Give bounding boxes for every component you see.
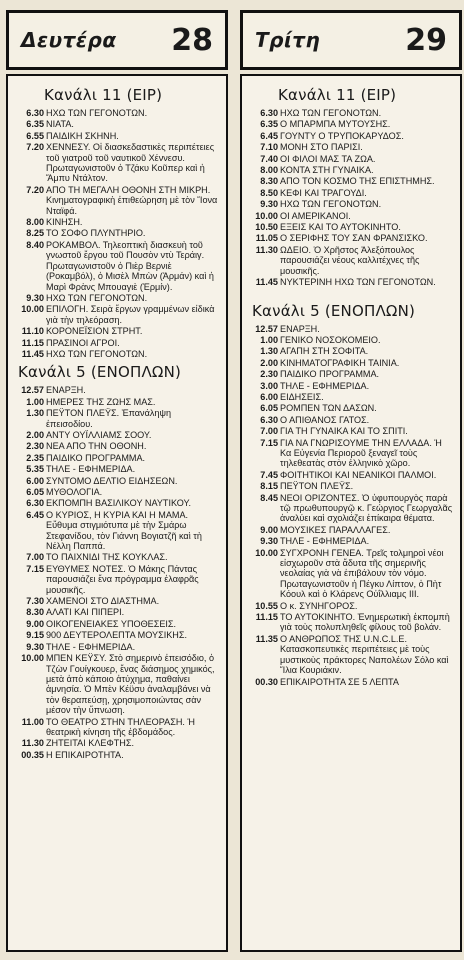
program-entry — [14, 510, 220, 552]
program-entry — [248, 154, 454, 164]
program-time: 7.20 — [26, 184, 44, 195]
program-entry — [248, 381, 454, 391]
program-title: Ο ΜΠΑΡΜΠΑ ΜΥΤΟΥΣΗΣ. — [280, 119, 391, 130]
program-time: 11.15 — [255, 612, 278, 623]
program-entry — [248, 346, 454, 356]
program-title: ΤΟ ΠΑΙΧΝΙΔΙ ΤΗΣ ΚΟΥΚΛΑΣ. — [46, 552, 168, 563]
program-time: 5.35 — [26, 464, 44, 475]
program-title: ΚΙΝΗΜΑΤΟΓΡΑΦΙΚΗ ΤΑΙΝΙΑ. — [280, 357, 400, 368]
program-title: Ο ΣΕΡΙΦΗΣ ΤΟΥ ΣΑΝ ΦΡΑΝΣΙΣΚΟ. — [280, 233, 428, 244]
program-title: ΓΙΑ ΝΑ ΓΝΩΡΙΣΟΥΜΕ ΤΗΝ ΕΛΛΑΔΑ. Ἡ Κα Εὐγενία Περιοροῦ ξεναγεῖ τοὺς τηλεθεατὰς στὸν ἑλληνικὸ χῶρο. — [280, 437, 442, 469]
program-title: ΓΟΥΝΤΥ Ο ΤΡΥΠΟΚΑΡΥΔΟΣ. — [280, 130, 404, 141]
program-entry — [248, 493, 454, 524]
program-time: 7.20 — [26, 142, 44, 153]
program-title: ΝΥΚΤΕΡΙΝΗ ΗΧΩ ΤΩΝ ΓΕΓΟΝΟΤΩΝ. — [280, 277, 436, 288]
monday-schedule — [6, 74, 228, 952]
program-entry — [248, 548, 454, 600]
day-number: 29 — [405, 22, 447, 58]
program-entry — [14, 142, 220, 184]
program-entry — [248, 277, 454, 287]
program-time: 11.00 — [21, 716, 44, 727]
program-title: ΠΑΙΔΙΚΟ ΠΡΟΓΡΑΜΜΑ. — [46, 452, 146, 463]
program-title: Ο κ. ΣΥΝΗΓΟΡΟΣ. — [280, 600, 358, 611]
program-title: ΕΚΠΟΜΠΗ ΒΑΣΙΛΙΚΟΥ ΝΑΥΤΙΚΟΥ. — [46, 498, 191, 509]
program-entry — [248, 426, 454, 436]
channel-heading: Κανάλι 5 (ΕΝΟΠΛΩΝ) — [18, 363, 182, 382]
program-time: 6.05 — [26, 487, 44, 497]
program-time: 2.00 — [260, 357, 278, 368]
program-entry — [14, 228, 220, 238]
program-title: ΩΔΕΙΟ. Ὁ Χρῆστος Ἀλεξόπουλος παρουσιάζει νέους καλλιτέχνες τῆς μουσικῆς. — [280, 244, 420, 276]
program-time: 6.05 — [260, 403, 278, 414]
program-time: 2.30 — [260, 369, 278, 380]
program-entry — [248, 199, 454, 209]
program-time: 9.00 — [26, 618, 44, 629]
program-time: 6.30 — [26, 108, 44, 118]
program-time: 11.45 — [21, 348, 44, 359]
program-entry — [248, 211, 454, 221]
program-entry — [14, 304, 220, 325]
program-time: 1.00 — [26, 396, 44, 407]
program-entry — [14, 293, 220, 303]
program-entry — [248, 245, 454, 276]
program-time: 2.30 — [26, 441, 44, 452]
program-entry — [248, 525, 454, 535]
program-title: ΤΟ ΣΟΦΟ ΠΛΥΝΤΗΡΙΟ. — [46, 228, 146, 239]
program-time: 00.35 — [21, 749, 44, 760]
program-entry — [248, 108, 454, 118]
program-title: ΠΑΙΔΙΚΗ ΣΚΗΝΗ. — [46, 130, 119, 141]
program-entry — [14, 385, 220, 395]
program-title: ΕΝΑΡΞΗ. — [280, 323, 320, 334]
program-entry — [248, 438, 454, 469]
program-list — [248, 324, 454, 687]
program-time: 8.00 — [260, 165, 278, 176]
program-title: ΗΧΩ ΤΩΝ ΓΕΓΟΝΟΤΩΝ. — [280, 108, 382, 118]
day-number: 28 — [171, 22, 213, 58]
tuesday-column — [240, 0, 462, 960]
program-title: Ο ΑΠΙΘΑΝΟΣ ΓΑΤΟΣ. — [280, 414, 370, 425]
program-time: 2.35 — [26, 452, 44, 463]
program-time: 6.35 — [26, 119, 44, 130]
channel-heading: Κανάλι 5 (ΕΝΟΠΛΩΝ) — [252, 301, 416, 320]
tuesday-header — [240, 10, 462, 70]
program-title: ΚΙΝΗΣΗ. — [46, 217, 83, 228]
program-time: 6.30 — [260, 108, 278, 118]
program-time: 8.30 — [260, 176, 278, 187]
program-time: 10.55 — [255, 600, 278, 611]
program-title: ΑΠΟ ΤΗ ΜΕΓΑΛΗ ΟΘΟΝΗ ΣΤΗ ΜΙΚΡΗ. Κινηματογραφικὴ ἐπιθεώρηση μὲ τὸν Ἴονα Νταϊφά. — [46, 184, 218, 216]
program-title: ΚΟΡΟΝΕΪΣΙΟΝ ΣΤΡΗΤ. — [46, 326, 143, 337]
program-entry — [14, 408, 220, 429]
program-entry — [248, 188, 454, 198]
program-title: ΟΙΚΟΓΕΝΕΙΑΚΕΣ ΥΠΟΘΕΣΕΙΣ. — [46, 618, 177, 629]
program-list — [14, 385, 220, 760]
program-title: ΗΧΩ ΤΩΝ ΓΕΓΟΝΟΤΩΝ. — [46, 108, 148, 118]
program-time: 1.30 — [260, 346, 278, 357]
program-time: 3.00 — [260, 380, 278, 391]
program-time: 9.30 — [26, 641, 44, 652]
program-time: 8.15 — [260, 481, 278, 492]
program-entry — [14, 564, 220, 595]
monday-header — [6, 10, 228, 70]
program-time: 7.00 — [26, 552, 44, 563]
program-entry — [14, 108, 220, 118]
program-title: ΤΗΛΕ - ΕΦΗΜΕΡΙΔΑ. — [46, 641, 136, 652]
program-entry — [14, 619, 220, 629]
program-entry — [248, 324, 454, 334]
program-entry — [14, 131, 220, 141]
program-title: ΕΞΕΙΣ ΚΑΙ ΤΟ ΑΥΤΟΚΙΝΗΤΟ. — [280, 222, 401, 233]
program-time: 6.00 — [26, 475, 44, 486]
program-entry — [14, 464, 220, 474]
program-title: ΧΑΜΕΝΟΙ ΣΤΟ ΔΙΑΣΤΗΜΑ. — [46, 596, 160, 607]
program-title: ΑΠΟ ΤΟΝ ΚΟΣΜΟ ΤΗΣ ΕΠΙΣΤΗΜΗΣ. — [280, 176, 435, 187]
program-time: 8.30 — [26, 607, 44, 618]
program-time: 11.15 — [21, 337, 44, 348]
program-title: ΕΙΔΗΣΕΙΣ. — [280, 391, 324, 402]
program-entry — [14, 596, 220, 606]
program-time: 6.00 — [260, 391, 278, 402]
program-entry — [248, 415, 454, 425]
program-title: ΣΥΓΧΡΟΝΗ ΓΕΝΕΑ. Τρεῖς τολμηροὶ νέοι εἰσχωροῦν στὰ ἄδυτα τῆς σημερινῆς νεολαίας γιὰ νὰ ἐπιβάλουν τὸν νόμο. Πρωταγωνιστοῦν ἡ Πέγκυ Λίπτον, ὁ Πὴτ Κόουλ καὶ ὁ Κλάρενς Οὐΐλλιαμς ΙΙΙ. — [280, 547, 444, 600]
program-time: 11.35 — [255, 633, 278, 644]
program-time: 7.45 — [260, 469, 278, 480]
program-title: ΗΧΩ ΤΩΝ ΓΕΓΟΝΟΤΩΝ. — [280, 199, 382, 210]
program-time: 1.30 — [26, 408, 44, 419]
program-time: 10.00 — [255, 547, 278, 558]
program-title: ΠΕΫΤΟΝ ΠΛΕΫΣ. Ἐπανάληψη ἐπεισοδίου. — [46, 408, 172, 429]
program-title: ΡΟΚΑΜΒΟΛ. Τηλεοπτικὴ διασκευὴ τοῦ γνωστοῦ ἔργου τοῦ Πουσὸν ντὺ Τεράιγ. Πρωταγωνιστοῦν ὁ Πιὲρ Βερνιὲ (Ροκαμβόλ), ὁ Μισὲλ Μπὼν (Ἀρμάν) καὶ ἡ Μαρὶ Φρὰνς Μπουαγιὲ (Ἐρμίν). — [46, 239, 214, 292]
program-title: Η ΕΠΙΚΑΙΡΟΤΗΤΑ. — [46, 749, 124, 760]
program-time: 6.45 — [26, 509, 44, 520]
program-time: 7.30 — [26, 596, 44, 607]
program-entry — [14, 738, 220, 748]
program-entry — [248, 634, 454, 676]
program-title: ΑΛΑΤΙ ΚΑΙ ΠΙΠΕΡΙ. — [46, 607, 125, 618]
program-time: 2.00 — [26, 429, 44, 440]
program-entry — [14, 630, 220, 640]
program-entry — [248, 165, 454, 175]
program-time: 12.57 — [21, 385, 44, 396]
program-time: 9.00 — [260, 524, 278, 535]
program-entry — [14, 476, 220, 486]
program-entry — [14, 607, 220, 617]
program-entry — [248, 481, 454, 491]
program-time: 9.30 — [26, 292, 44, 303]
program-entry — [248, 536, 454, 546]
program-time: 6.30 — [260, 414, 278, 425]
program-title: ΠΡΑΣΙΝΟΙ ΑΓΡΟΙ. — [46, 337, 120, 348]
program-title: ΜΟΥΣΙΚΕΣ ΠΑΡΑΛΛΑΓΕΣ. — [280, 524, 391, 535]
program-title: ΣΥΝΤΟΜΟ ΔΕΛΤΙΟ ΕΙΔΗΣΕΩΝ. — [46, 475, 178, 486]
program-title: ΗΜΕΡΕΣ ΤΗΣ ΖΩΗΣ ΜΑΣ. — [46, 396, 156, 407]
program-time: 1.00 — [260, 334, 278, 345]
program-entry — [14, 717, 220, 738]
tuesday-schedule — [240, 74, 462, 952]
program-title: ΤΟ ΑΥΤΟΚΙΝΗΤΟ. Ἐνημερωτικὴ ἐκπομπὴ γιὰ τοὺς πολυπληθεῖς φίλους τοῦ βολάν. — [280, 612, 450, 633]
program-time: 9.15 — [26, 630, 44, 641]
program-list — [14, 108, 220, 359]
program-title: ΕΝΑΡΞΗ. — [46, 385, 86, 396]
program-time: 11.30 — [255, 244, 278, 255]
program-entry — [14, 185, 220, 216]
program-entry — [248, 677, 454, 687]
day-name: Τρίτη — [255, 28, 321, 52]
program-entry — [248, 335, 454, 345]
program-entry — [14, 441, 220, 451]
program-time: 7.00 — [260, 426, 278, 437]
program-title: ΜΠΕΝ ΚΕΫΣΥ. Στὸ σημερινὸ ἐπεισόδιο, ὁ Τζὼν Γουίγκουερ, ἕνας διάσημος χημικός, μετὰ ἀπὸ κάποιο ἀτύχημα, παθαίνει ἀμνησία. Ὁ Μπὲν Κέϋσυ ἀναλαμβάνει νὰ τὸν θεραπεύσῃ, χρησιμοποιώντας σὰν μέσον τὴν ὕπνωση. — [46, 653, 215, 716]
program-time: 10.00 — [21, 653, 44, 664]
program-time: 7.15 — [26, 563, 44, 574]
program-title: ΓΕΝΙΚΟ ΝΟΣΟΚΟΜΕΙΟ. — [280, 334, 381, 345]
program-title: ΤΗΛΕ - ΕΦΗΜΕΡΙΔΑ. — [280, 536, 370, 547]
program-time: 6.30 — [26, 498, 44, 509]
program-entry — [248, 222, 454, 232]
program-entry — [14, 326, 220, 336]
program-title: ΚΟΝΤΑ ΣΤΗ ΓΥΝΑΙΚΑ. — [280, 165, 374, 176]
program-entry — [248, 131, 454, 141]
program-time: 11.45 — [255, 277, 278, 288]
program-time: 8.25 — [26, 228, 44, 239]
program-time: 00.30 — [255, 676, 278, 687]
program-entry — [248, 392, 454, 402]
program-time: 11.30 — [21, 738, 44, 749]
program-time: 9.30 — [260, 199, 278, 210]
program-time: 6.35 — [260, 119, 278, 130]
program-title: 900 ΔΕΥΤΕΡΟΛΕΠΤΑ ΜΟΥΣΙΚΗΣ. — [46, 630, 188, 641]
program-entry — [14, 217, 220, 227]
program-time: 8.45 — [260, 492, 278, 503]
program-entry — [14, 430, 220, 440]
program-time: 6.45 — [260, 130, 278, 141]
program-title: ΟΙ ΦΙΛΟΙ ΜΑΣ ΤΑ ΖΩΑ. — [280, 153, 376, 164]
program-list — [248, 108, 454, 288]
program-title: ΕΥΘΥΜΕΣ ΝΟΤΕΣ. Ὁ Μάκης Πάντας παρουσιάζει ἕνα πρόγραμμα ἐλαφρᾶς μουσικῆς. — [46, 563, 199, 595]
program-time: 7.40 — [260, 153, 278, 164]
program-title: ΤΗΛΕ - ΕΦΗΜΕΡΙΔΑ. — [280, 380, 370, 391]
program-entry — [14, 642, 220, 652]
program-entry — [248, 233, 454, 243]
program-time: 8.40 — [26, 239, 44, 250]
program-title: ΗΧΩ ΤΩΝ ΓΕΓΟΝΟΤΩΝ. — [46, 348, 148, 359]
monday-column — [6, 0, 228, 960]
program-time: 9.30 — [260, 536, 278, 547]
program-time: 10.00 — [255, 210, 278, 221]
program-time: 7.15 — [260, 437, 278, 448]
program-entry — [248, 369, 454, 379]
program-title: ΝΙΑΤΑ. — [46, 119, 74, 130]
program-time: 11.05 — [255, 233, 278, 244]
program-title: ΜΟΝΗ ΣΤΟ ΠΑΡΙΣΙ. — [280, 142, 363, 153]
program-time: 8.50 — [260, 187, 278, 198]
program-entry — [248, 119, 454, 129]
program-entry — [248, 470, 454, 480]
program-entry — [14, 338, 220, 348]
program-time: 10.00 — [21, 304, 44, 315]
program-title: ΝΕΟΙ ΟΡΙΖΟΝΤΕΣ. Ὁ ὑφυπουργὸς παρὰ τῷ πρωθυπουργῷ κ. Γεώργιος Γεωργαλᾶς ἀναλύει καὶ σχολιάζει ἐπίκαιρα θέματα. — [280, 492, 453, 524]
channel-heading: Κανάλι 11 (ΕΙΡ) — [278, 86, 397, 104]
program-title: ΦΟΙΤΗΤΙΚΟΙ ΚΑΙ ΝΕΑΝΙΚΟΙ ΠΑΛΜΟΙ. — [280, 469, 437, 480]
program-entry — [248, 612, 454, 633]
program-entry — [248, 142, 454, 152]
program-entry — [248, 176, 454, 186]
program-entry — [248, 403, 454, 413]
program-entry — [248, 601, 454, 611]
program-title: ΝΕΑ ΑΠΟ ΤΗΝ ΟΘΟΝΗ. — [46, 441, 147, 452]
program-entry — [248, 358, 454, 368]
program-time: 7.10 — [260, 142, 278, 153]
program-entry — [14, 349, 220, 359]
program-title: ΠΕΫΤΟΝ ΠΛΕΫΣ. — [280, 481, 354, 492]
program-entry — [14, 487, 220, 497]
channel-heading: Κανάλι 11 (ΕΙΡ) — [44, 86, 163, 104]
program-title: ΖΗΤΕΙΤΑΙ ΚΛΕΦΤΗΣ. — [46, 738, 134, 749]
program-title: ΕΠΙΚΑΙΡΟΤΗΤΑ ΣΕ 5 ΛΕΠΤΑ — [280, 676, 399, 687]
program-time: 12.57 — [255, 323, 278, 334]
program-entry — [14, 750, 220, 760]
program-title: ΚΕΦΙ ΚΑΙ ΤΡΑΓΟΥΔΙ. — [280, 187, 367, 198]
program-title: ΕΠΙΛΟΓΗ. Σειρὰ ἔργων γραμμένων εἰδικὰ γιὰ τὴν τηλεόραση. — [46, 304, 215, 325]
program-time: 8.00 — [26, 217, 44, 228]
program-title: Ο ΚΥΡΙΟΣ, Η ΚΥΡΙΑ ΚΑΙ Η ΜΑΜΑ. Εὔθυμα στιγμιότυπα μὲ τὴν Σμάρω Στεφανίδου, τὸν Γιάννη Βογιατζῆ καὶ τὴ Νέλλη Παππά. — [46, 509, 202, 552]
program-title: ΧΕΝΝΕΣΥ. Οἱ διασκεδαστικὲς περιπέτειες τοῦ γιατροῦ τοῦ ναυτικοῦ Χέννεσυ. Πρωταγωνιστοῦν ὁ Τζάκυ Κοῦπερ καὶ ἡ Ἄμπυ Ντάλτον. — [46, 142, 215, 184]
program-title: Ο ΑΝΘΡΩΠΟΣ ΤΗΣ U.N.C.L.E. Κατασκοπευτικὲς περιπέτειες μὲ τοὺς μυστικοὺς πράκτορες Ναπολέων Σόλο καὶ Ἴλια Κουριάκιν. — [280, 633, 449, 676]
program-time: 10.50 — [255, 222, 278, 233]
program-title: ΠΑΙΔΙΚΟ ΠΡΟΓΡΑΜΜΑ. — [280, 369, 380, 380]
program-title: ΑΝΤΥ ΟΥΪΛΛΙΑΜΣ ΣΟΟΥ. — [46, 429, 152, 440]
program-title: ΜΥΘΟΛΟΓΙΑ. — [46, 487, 103, 497]
program-entry — [14, 498, 220, 508]
program-entry — [14, 397, 220, 407]
program-time: 6.55 — [26, 130, 44, 141]
program-time: 11.10 — [21, 326, 44, 337]
program-entry — [14, 119, 220, 129]
program-title: ΤΟ ΘΕΑΤΡΟ ΣΤΗΝ ΤΗΛΕΟΡΑΣΗ. Ἡ θεατρικὴ κίνηση τῆς ἑβδομάδος. — [46, 716, 195, 737]
program-title: ΓΙΑ ΤΗ ΓΥΝΑΙΚΑ ΚΑΙ ΤΟ ΣΠΙΤΙ. — [280, 426, 408, 437]
program-title: ΤΗΛΕ - ΕΦΗΜΕΡΙΔΑ. — [46, 464, 136, 475]
program-title: ΗΧΩ ΤΩΝ ΓΕΓΟΝΟΤΩΝ. — [46, 292, 148, 303]
program-entry — [14, 240, 220, 292]
program-entry — [14, 453, 220, 463]
program-title: ΡΟΜΠΕΝ ΤΩΝ ΔΑΣΩΝ. — [280, 403, 377, 414]
program-title: ΟΙ ΑΜΕΡΙΚΑΝΟΙ. — [280, 210, 351, 221]
program-title: ΑΓΑΠΗ ΣΤΗ ΣΟΦΙΤΑ. — [280, 346, 369, 357]
program-entry — [14, 552, 220, 562]
program-entry — [14, 653, 220, 715]
day-name: Δευτέρα — [21, 28, 117, 52]
